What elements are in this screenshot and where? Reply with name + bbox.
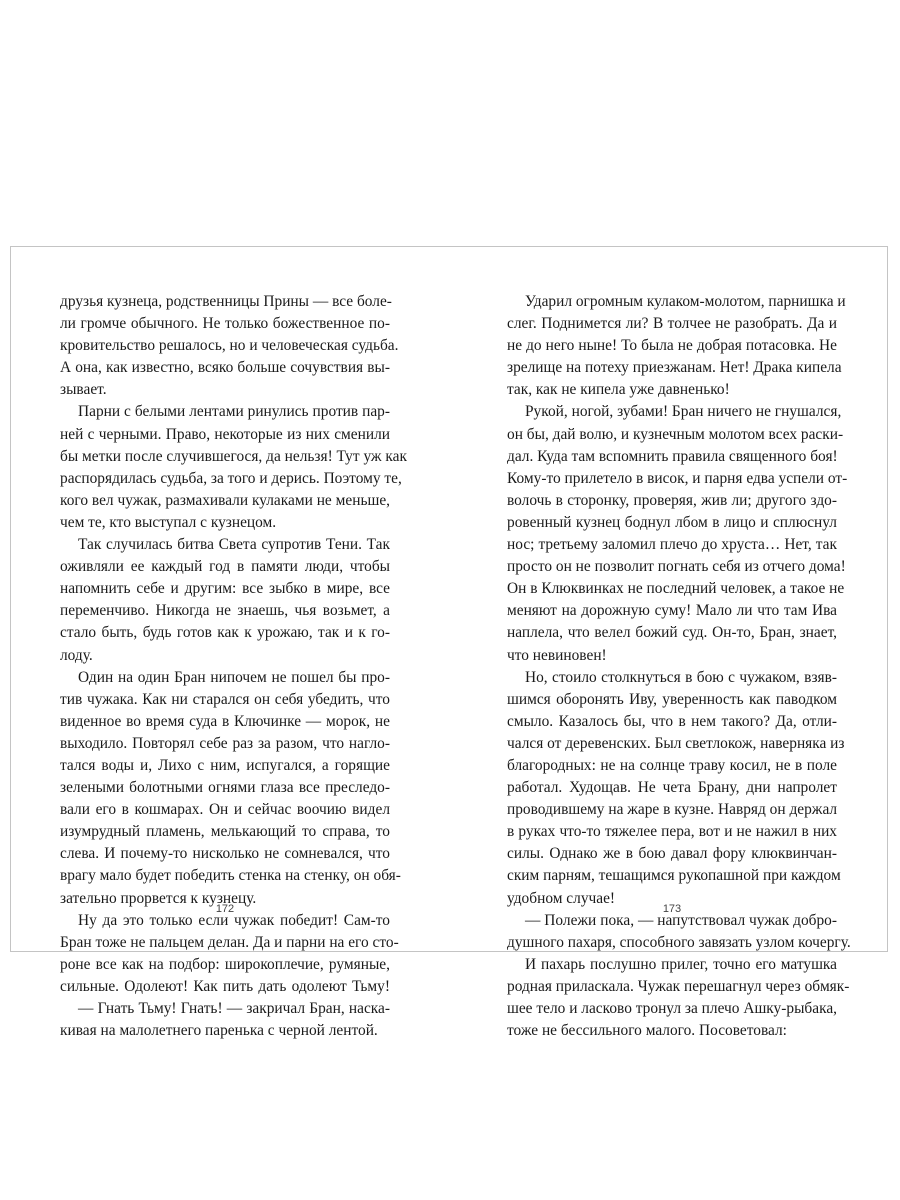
text-line: оживляли ее каждый год в памяти люди, чтобы xyxy=(60,558,390,576)
text-line: кивая на малолетнего паренька с черной лентой. xyxy=(60,1022,378,1040)
text-line: А она, как известно, всяко больше сочувствия вы- xyxy=(60,359,390,377)
left-page-number: 172 xyxy=(215,903,235,915)
text-line: выходило. Повторял себе раз за разом, что нагло- xyxy=(60,734,390,752)
right-page-number: 173 xyxy=(662,903,682,915)
text-line: он бы, дай волю, и кузнечным молотом всех раски- xyxy=(507,425,844,443)
text-line: волочь в сторонку, проверяя, жив ли; другого здо- xyxy=(507,491,837,509)
text-line: проводившему на жаре в кузне. Навряд он держал xyxy=(507,801,838,819)
book-spread xyxy=(10,246,888,1040)
text-line: зывает. xyxy=(60,381,107,399)
text-line: Ну да это только если чужак победит! Сам-то xyxy=(78,911,390,929)
text-line: ней с черными. Право, некоторые из них сменили xyxy=(60,425,390,443)
text-line: родная приласкала. Чужак перешагнул через обмяк- xyxy=(507,977,850,995)
right-page-text xyxy=(507,291,851,1042)
text-line: Ударил огромным кулаком-молотом, парнишка и xyxy=(525,293,846,310)
text-line: тив чужака. Как ни старался он себя убедить, что xyxy=(60,690,390,708)
text-line: — Гнать Тьму! Гнать! — закричал Бран, наска- xyxy=(78,1000,390,1017)
text-line: наплела, что велел божий суд. Он-то, Бран, знает, xyxy=(507,624,837,642)
text-line: лоду. xyxy=(60,646,93,664)
text-line: виденное во время суда в Ключинке — морок, не xyxy=(60,712,390,730)
text-line: в руках что-то тяжелее пера, вот и не нажил в них xyxy=(507,823,837,841)
text-line: меняют на дорожную суму! Мало ли что там Ива xyxy=(507,602,837,620)
text-line: зелеными болотными огнями глаза все преследо- xyxy=(60,779,390,797)
text-line: тался воды и, Лихо с ним, испугался, а горящие xyxy=(60,756,390,774)
text-line: — Полежи пока, — напутствовал чужак добро- xyxy=(525,911,837,929)
text-line: ровенный кузнец боднул лбом в лицо и сплюснул xyxy=(507,513,837,531)
text-line: работал. Худощав. Не чета Брану, дни напролет xyxy=(507,779,837,797)
text-line: роне все как на подбор: широкоплечие, румяные, xyxy=(60,955,390,973)
text-line: друзья кузнеца, родственницы Прины — все боле- xyxy=(60,293,392,310)
text-line: дал. Куда там вспомнить правила священного боя! xyxy=(507,447,838,465)
text-line: шимся оборонять Иву, уверенность как паводком xyxy=(507,690,837,708)
text-line: зательно прорвется к кузнецу. xyxy=(60,889,257,907)
text-line: Парни с белыми лентами ринулись против пар- xyxy=(78,403,390,421)
text-line: зрелище на потеху приезжанам. Нет! Драка кипела xyxy=(507,359,842,377)
text-line: смыло. Казалось бы, что в нем такого? Да, отли- xyxy=(507,712,837,730)
text-line: Кому-то прилетело в висок, и парня едва успели от- xyxy=(507,469,848,487)
text-line: так, как не кипела уже давненько! xyxy=(507,381,730,399)
text-line: слева. И почему-то нисколько не сомневался, что xyxy=(60,845,390,863)
text-line: И пахарь послушно прилег, точно его матушка xyxy=(525,955,837,973)
text-line: ским парням, тешащимся рукопашной при каждом xyxy=(507,867,841,885)
text-line: кровительство решалось, но и человеческая судьба. xyxy=(60,337,399,355)
text-line: нос; третьему заломил плечо до хруста… Нет, так xyxy=(507,536,837,554)
text-line: изумрудный пламень, мелькающий то справа, то xyxy=(60,823,390,841)
text-line: врагу мало будет победить стенка на стенку, он обя- xyxy=(60,867,401,885)
left-page-text xyxy=(60,291,407,1042)
text-line: ли громче обычного. Не только божественное по- xyxy=(60,315,390,333)
text-line: не до него ныне! То была не добрая потасовка. Не xyxy=(507,337,837,355)
text-line: кого вел чужак, размахивали кулаками не меньше, xyxy=(60,491,390,509)
text-line: душного пахаря, способного завязать узлом кочергу. xyxy=(507,933,851,951)
text-line: удобном случае! xyxy=(507,889,616,907)
text-line: Бран тоже не пальцем делан. Да и парни на его сто- xyxy=(60,933,399,951)
text-line: Но, стоило столкнуться в бою с чужаком, взяв- xyxy=(525,668,837,686)
text-line: Так случилась битва Света супротив Тени. Так xyxy=(78,536,390,554)
text-line: тоже не бессильного малого. Посоветовал: xyxy=(507,1022,787,1040)
text-line: сильные. Одолеют! Как пить дать одолеют Тьму! xyxy=(60,977,390,995)
text-line: просто он не позволит погнать себя из отчего дома! xyxy=(507,558,846,576)
text-line: Один на один Бран нипочем не пошел бы про- xyxy=(78,668,390,686)
text-line: напомнить себе и другим: все зыбко в мире, все xyxy=(60,580,390,598)
text-line: силы. Однако же в бою давал фору клюквинчан- xyxy=(507,845,837,863)
text-line: что невиновен! xyxy=(507,646,607,664)
text-line: распорядилась судьба, за того и дерись. Поэтому те, xyxy=(60,469,402,487)
text-line: бы метки после случившегося, да нельзя! Тут уж как xyxy=(60,447,407,465)
text-line: слег. Поднимется ли? В толчее не разобрать. Да и xyxy=(507,315,837,333)
text-line: чем те, кто выступал с кузнецом. xyxy=(60,513,277,531)
text-line: стало быть, будь готов как к урожаю, так и к го- xyxy=(60,624,390,642)
text-line: Он в Клюквинках не последний человек, а такое не xyxy=(507,580,845,598)
text-line: благородных: не на солнце траву косил, не в поле xyxy=(507,756,837,774)
text-line: шее тело и ласково тронул за плечо Ашку-рыбака, xyxy=(507,1000,837,1017)
text-line: чался от деревенских. Был светлокож, наверняка из xyxy=(507,734,845,752)
text-line: вали его в кошмарах. Он и сейчас воочию видел xyxy=(60,801,390,819)
text-line: Рукой, ногой, зубами! Бран ничего не гнушался, xyxy=(525,403,842,421)
text-line: переменчиво. Никогда не знаешь, чья возьмет, а xyxy=(60,602,390,620)
